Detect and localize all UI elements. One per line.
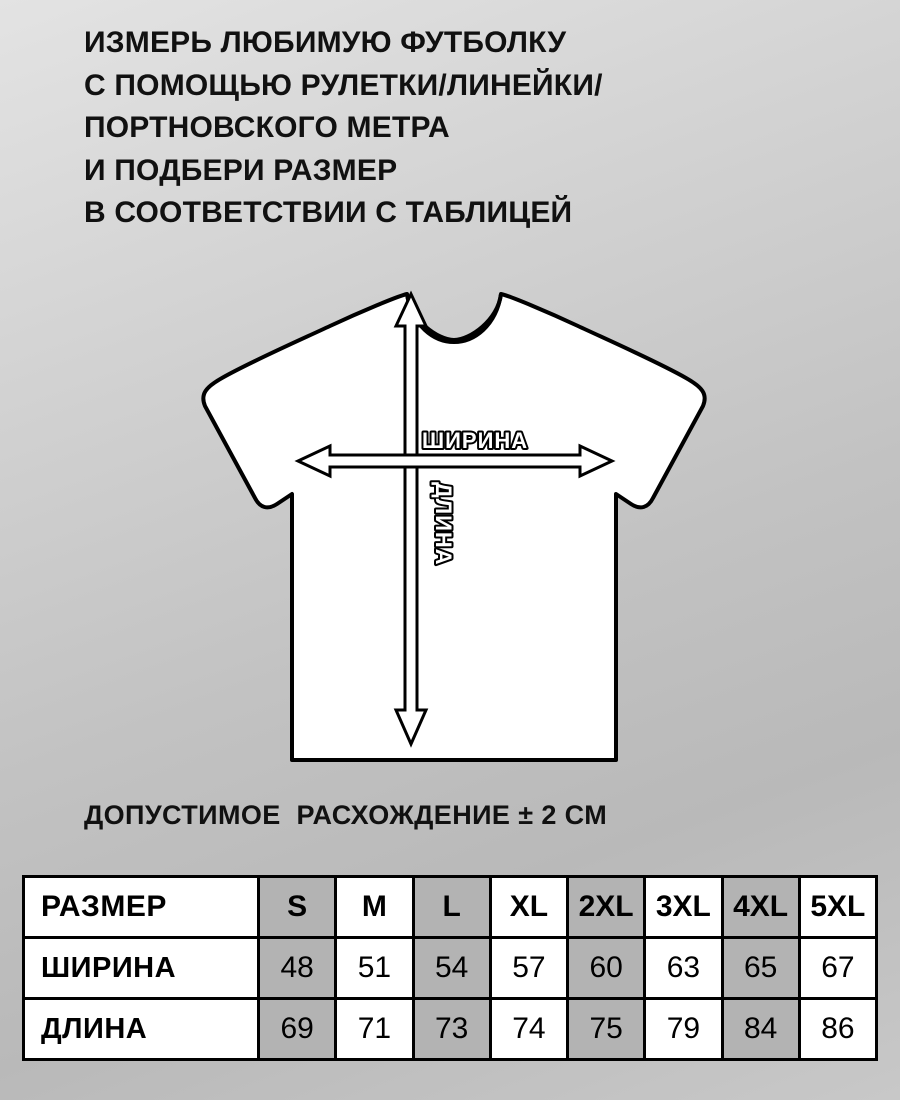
headline-line-2: С ПОМОЩЬЮ РУЛЕТКИ/ЛИНЕЙКИ/ xyxy=(84,68,603,102)
table-row-header xyxy=(24,877,877,938)
width-l: 54 xyxy=(413,938,490,999)
header-cell-m: M xyxy=(336,877,413,938)
length-2xl: 75 xyxy=(568,999,645,1060)
header-cell-4xl: 4XL xyxy=(722,877,799,938)
width-5xl: 67 xyxy=(799,938,876,999)
length-s: 69 xyxy=(259,999,336,1060)
header-cell-5xl: 5XL xyxy=(799,877,876,938)
headline-line-4: И ПОДБЕРИ РАЗМЕР xyxy=(84,153,398,187)
tshirt-measurement-diagram xyxy=(0,270,900,780)
header-cell-2xl: 2XL xyxy=(568,877,645,938)
width-m: 51 xyxy=(336,938,413,999)
length-5xl: 86 xyxy=(799,999,876,1060)
header-cell-3xl: 3XL xyxy=(645,877,722,938)
width-xl: 57 xyxy=(490,938,567,999)
length-xl: 74 xyxy=(490,999,567,1060)
length-4xl: 84 xyxy=(722,999,799,1060)
width-label: ШИРИНА xyxy=(422,428,529,453)
headline-line-5: В СООТВЕТСТВИИ С ТАБЛИЦЕЙ xyxy=(84,196,573,230)
size-table xyxy=(22,875,878,1061)
length-3xl: 79 xyxy=(645,999,722,1060)
tolerance-note: ДОПУСТИМОЕ РАСХОЖДЕНИЕ ± 2 СМ xyxy=(84,800,608,830)
page-title xyxy=(84,22,844,235)
size-table-container xyxy=(22,875,878,1061)
width-4xl: 65 xyxy=(722,938,799,999)
row-label-width: ШИРИНА xyxy=(24,938,259,999)
length-m: 71 xyxy=(336,999,413,1060)
width-3xl: 63 xyxy=(645,938,722,999)
width-s: 48 xyxy=(259,938,336,999)
header-cell-label: РАЗМЕР xyxy=(24,877,259,938)
row-label-length: ДЛИНА xyxy=(24,999,259,1060)
table-row-width xyxy=(24,938,877,999)
table-row-length xyxy=(24,999,877,1060)
headline-line-1: ИЗМЕРЬ ЛЮБИМУЮ ФУТБОЛКУ xyxy=(84,26,567,59)
header-cell-s: S xyxy=(259,877,336,938)
length-label: ДЛИНА xyxy=(431,482,456,566)
length-l: 73 xyxy=(413,999,490,1060)
width-2xl: 60 xyxy=(568,938,645,999)
headline-line-3: ПОРТНОВСКОГО МЕТРА xyxy=(84,111,450,145)
header-cell-xl: XL xyxy=(490,877,567,938)
header-cell-l: L xyxy=(413,877,490,938)
